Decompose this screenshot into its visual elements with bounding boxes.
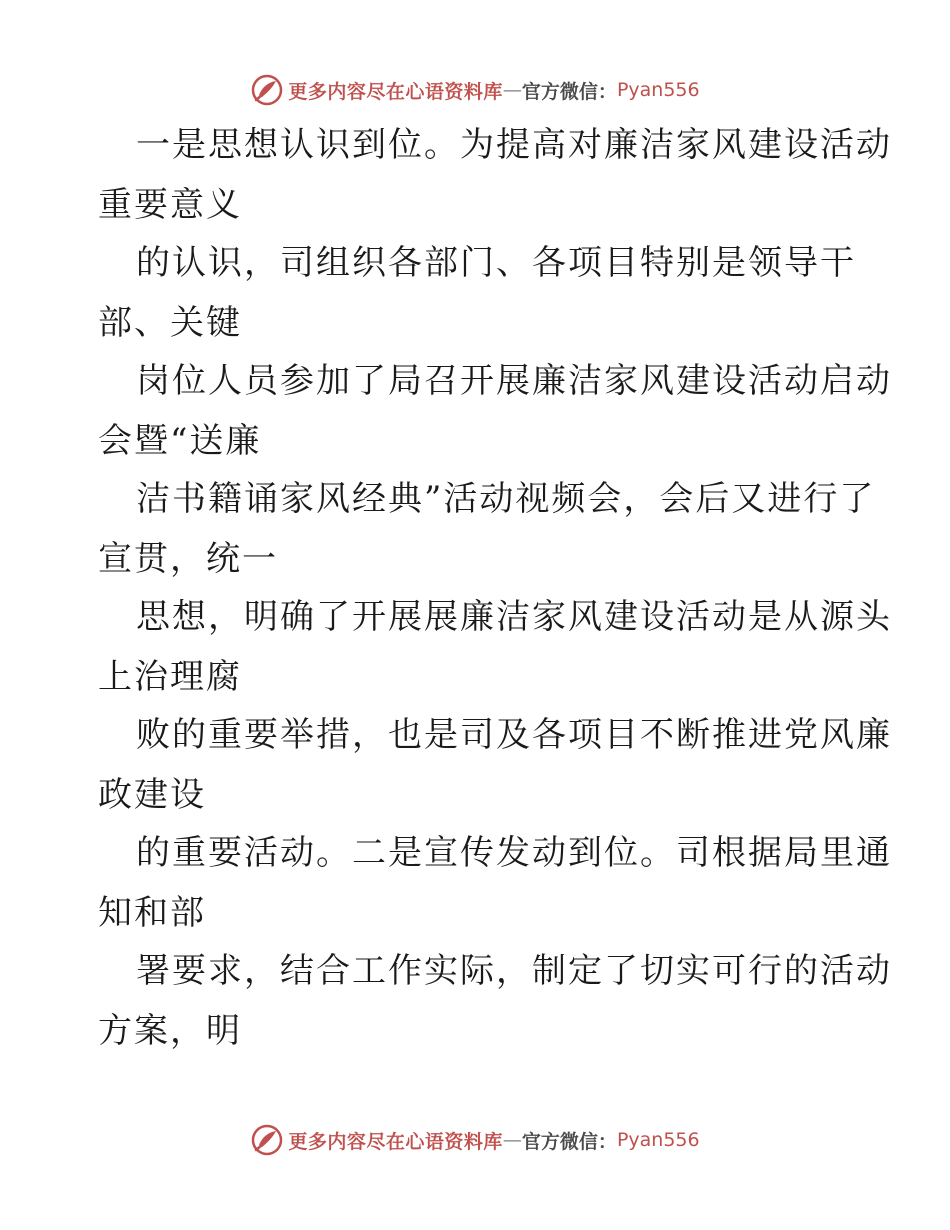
body-line: 的认识，司组织各部门、各项目特别是领导干 <box>136 243 856 283</box>
banner-wechat-label: 官方微信： <box>521 80 617 103</box>
body-line: 方案，明 <box>98 1011 242 1051</box>
body-line: 部、关键 <box>98 303 242 343</box>
body-line: 的重要活动。二是宣传发动到位。司根据局里通 <box>136 833 892 873</box>
pen-nib-logo-icon <box>250 1123 284 1157</box>
body-line: 一是思想认识到位。为提高对廉洁家风建设活动 <box>136 125 892 165</box>
body-line: 政建设 <box>98 775 206 815</box>
body-line: 宣贯，统一 <box>98 539 278 579</box>
body-line: 思想，明确了开展展廉洁家风建设活动是从源头 <box>136 597 892 637</box>
banner-dash: — <box>502 79 522 101</box>
header-banner <box>0 70 950 110</box>
pen-nib-logo-icon <box>250 73 284 107</box>
footer-banner <box>0 1120 950 1160</box>
body-line: 会暨“送廉 <box>98 421 262 461</box>
banner-main-text: 更多内容尽在心语资料库 <box>288 1130 503 1153</box>
banner-dash: — <box>502 1129 522 1151</box>
body-line: 洁书籍诵家风经典”活动视频会，会后又进行了 <box>136 479 876 519</box>
body-line: 败的重要举措，也是司及各项目不断推进党风廉 <box>136 715 892 755</box>
banner-main-text: 更多内容尽在心语资料库 <box>288 80 503 103</box>
banner-wechat-id: Pyan556 <box>616 79 700 101</box>
body-line: 上治理腐 <box>98 657 242 697</box>
body-line: 岗位人员参加了局召开展廉洁家风建设活动启动 <box>136 361 892 401</box>
body-line: 重要意义 <box>98 185 242 225</box>
body-line: 知和部 <box>98 893 206 933</box>
body-line: 署要求，结合工作实际，制定了切实可行的活动 <box>136 951 892 991</box>
banner-wechat-label: 官方微信： <box>521 1130 617 1153</box>
banner-wechat-id: Pyan556 <box>616 1129 700 1151</box>
